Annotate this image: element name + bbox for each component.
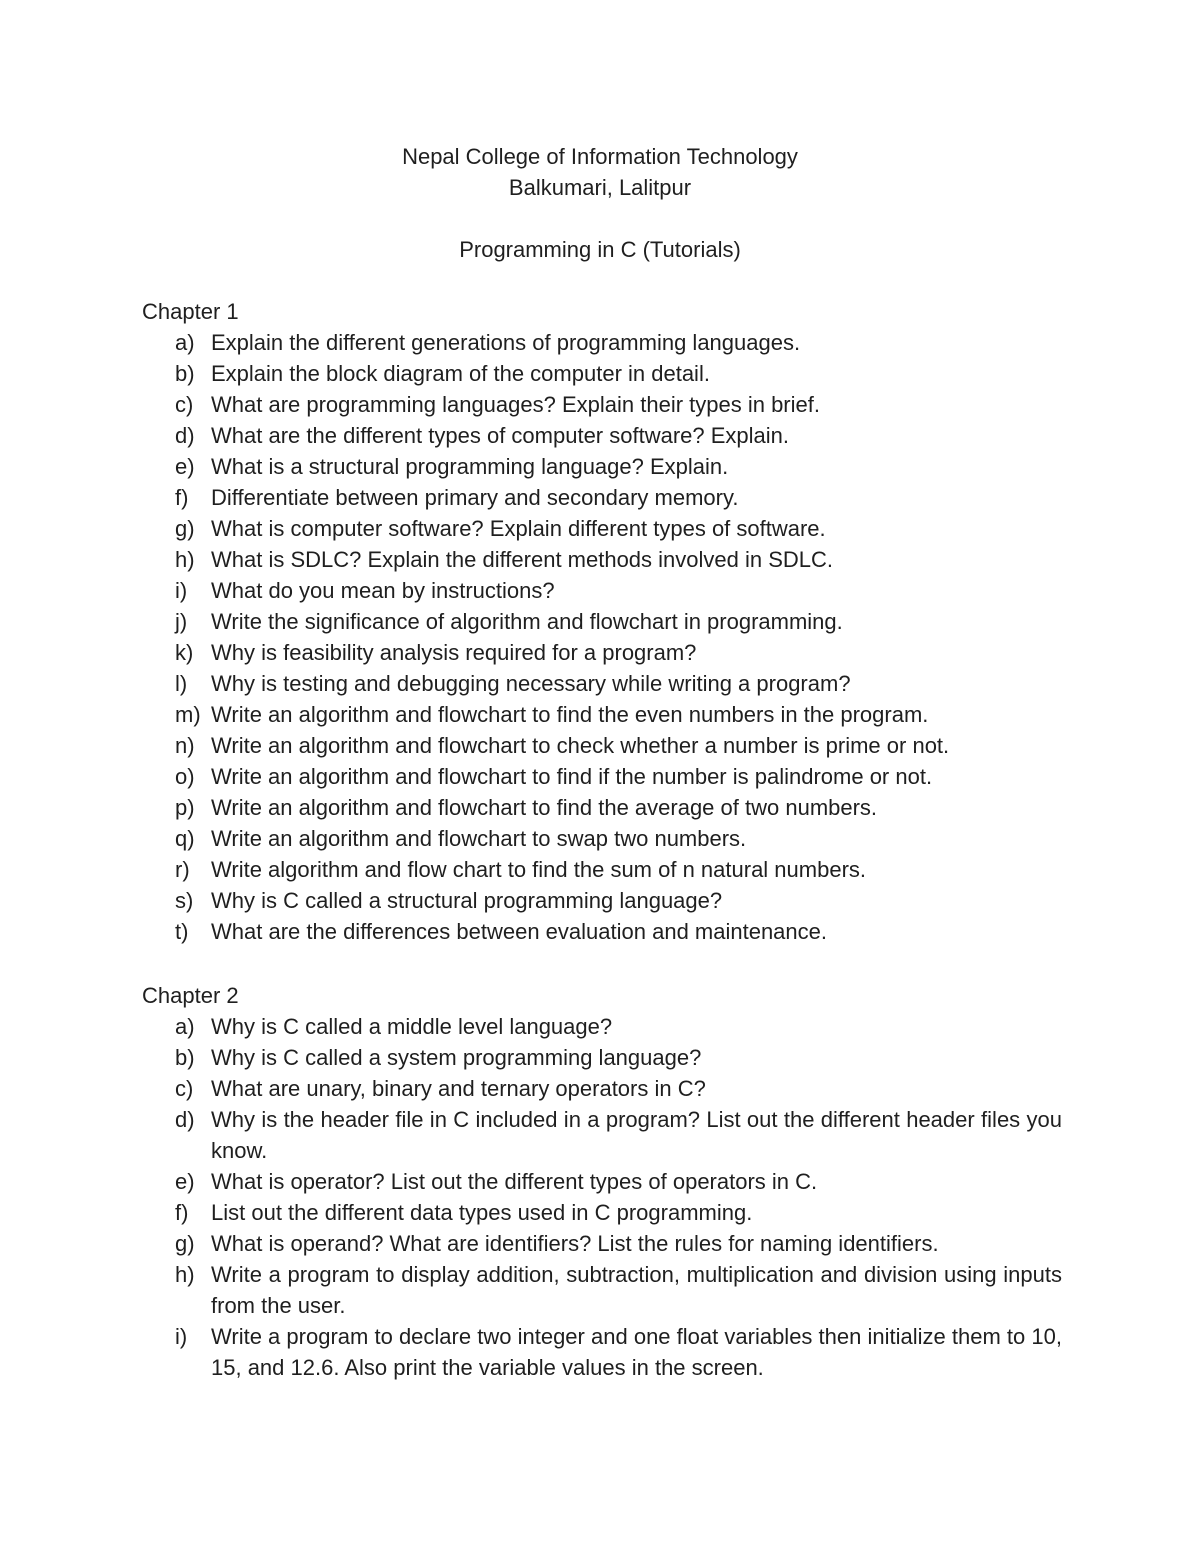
chapter-1-title: Chapter 1 xyxy=(142,299,239,324)
question-item xyxy=(142,730,1062,761)
question-item xyxy=(142,885,1062,916)
question-item xyxy=(142,1259,1062,1321)
question-item xyxy=(142,1166,1062,1197)
question-text: List out the different data types used in C programming. xyxy=(211,1200,753,1225)
question-item xyxy=(142,823,1062,854)
question-marker: r) xyxy=(175,857,190,882)
question-marker: h) xyxy=(175,547,195,572)
question-text: Write an algorithm and flowchart to find if the number is palindrome or not. xyxy=(211,764,933,789)
question-item xyxy=(142,761,1062,792)
header-spacer xyxy=(0,203,1200,234)
question-text: Write an algorithm and flowchart to check whether a number is prime or not. xyxy=(211,733,950,758)
question-marker: c) xyxy=(175,1076,194,1101)
question-text: What is operator? List out the different types of operators in C. xyxy=(211,1169,818,1194)
question-item xyxy=(142,854,1062,885)
question-item xyxy=(142,916,1062,947)
question-item xyxy=(142,1104,1062,1166)
institution-name: Nepal College of Information Technology xyxy=(402,144,798,169)
question-item xyxy=(142,544,1062,575)
question-text: Differentiate between primary and secondary memory. xyxy=(211,485,739,510)
question-text: What is operand? What are identifiers? List the rules for naming identifiers. xyxy=(211,1231,939,1256)
question-marker: a) xyxy=(175,330,195,355)
chapter-1-section xyxy=(142,296,1062,947)
question-marker: n) xyxy=(175,733,195,758)
question-text: Why is C called a system programming language? xyxy=(211,1045,702,1070)
question-item xyxy=(142,792,1062,823)
question-marker: b) xyxy=(175,361,195,386)
question-text: Why is testing and debugging necessary while writing a program? xyxy=(211,671,851,696)
question-text: Write an algorithm and flowchart to find the even numbers in the program. xyxy=(211,702,929,727)
question-text: Why is C called a structural programming language? xyxy=(211,888,723,913)
document-header xyxy=(0,141,1200,265)
question-text: What is computer software? Explain different types of software. xyxy=(211,516,826,541)
question-marker: l) xyxy=(175,671,188,696)
question-marker: j) xyxy=(175,609,188,634)
question-marker: t) xyxy=(175,919,189,944)
question-marker: a) xyxy=(175,1014,195,1039)
question-item xyxy=(142,482,1062,513)
course-title: Programming in C (Tutorials) xyxy=(459,237,741,262)
question-marker: o) xyxy=(175,764,195,789)
question-text: What is a structural programming language? Explain. xyxy=(211,454,729,479)
question-marker: s) xyxy=(175,888,194,913)
question-text: Why is feasibility analysis required for a program? xyxy=(211,640,697,665)
question-text: Explain the different generations of programming languages. xyxy=(211,330,801,355)
question-text: Write an algorithm and flowchart to find the average of two numbers. xyxy=(211,795,878,820)
question-text: What do you mean by instructions? xyxy=(211,578,555,603)
question-text: What are programming languages? Explain their types in brief. xyxy=(211,392,820,417)
question-marker: f) xyxy=(175,485,189,510)
question-item xyxy=(142,389,1062,420)
question-item xyxy=(142,1073,1062,1104)
question-text: Why is the header file in C included in a program? List out the different header files you know. xyxy=(211,1107,1062,1163)
question-marker: g) xyxy=(175,516,195,541)
question-item xyxy=(142,1042,1062,1073)
question-marker: c) xyxy=(175,392,194,417)
chapter-1-question-list xyxy=(142,327,1062,947)
question-marker: b) xyxy=(175,1045,195,1070)
question-marker: i) xyxy=(175,1324,188,1349)
question-item xyxy=(142,420,1062,451)
question-text: Write the significance of algorithm and flowchart in programming. xyxy=(211,609,843,634)
question-item xyxy=(142,575,1062,606)
question-item xyxy=(142,451,1062,482)
question-text: What is SDLC? Explain the different methods involved in SDLC. xyxy=(211,547,834,572)
question-text: Write a program to declare two integer and one float variables then initialize them to 10, 15, and 12.6. Also print the variable values in the screen. xyxy=(211,1324,1062,1380)
question-marker: h) xyxy=(175,1262,195,1287)
institution-location: Balkumari, Lalitpur xyxy=(508,175,692,200)
chapter-2-question-list xyxy=(142,1011,1062,1383)
question-text: Write an algorithm and flowchart to swap two numbers. xyxy=(211,826,747,851)
question-item xyxy=(142,637,1062,668)
question-item xyxy=(142,1197,1062,1228)
question-text: Write algorithm and flow chart to find the sum of n natural numbers. xyxy=(211,857,867,882)
question-item xyxy=(142,606,1062,637)
question-marker: k) xyxy=(175,640,194,665)
question-marker: i) xyxy=(175,578,188,603)
question-text: What are unary, binary and ternary operators in C? xyxy=(211,1076,706,1101)
question-marker: f) xyxy=(175,1200,189,1225)
question-marker: e) xyxy=(175,454,195,479)
question-item xyxy=(142,699,1062,730)
question-marker: d) xyxy=(175,1107,195,1132)
question-marker: d) xyxy=(175,423,195,448)
question-text: What are the differences between evaluation and maintenance. xyxy=(211,919,827,944)
question-item xyxy=(142,1011,1062,1042)
question-item xyxy=(142,513,1062,544)
question-marker: m) xyxy=(175,702,201,727)
question-item xyxy=(142,668,1062,699)
question-text: Why is C called a middle level language? xyxy=(211,1014,613,1039)
question-marker: g) xyxy=(175,1231,195,1256)
question-marker: e) xyxy=(175,1169,195,1194)
question-marker: p) xyxy=(175,795,195,820)
chapter-2-title: Chapter 2 xyxy=(142,983,239,1008)
question-text: Explain the block diagram of the computer in detail. xyxy=(211,361,710,386)
question-text: What are the different types of computer software? Explain. xyxy=(211,423,790,448)
question-text: Write a program to display addition, subtraction, multiplication and division using inputs from the user. xyxy=(211,1262,1062,1318)
question-item xyxy=(142,1228,1062,1259)
question-item xyxy=(142,1321,1062,1383)
question-item xyxy=(142,327,1062,358)
question-marker: q) xyxy=(175,826,195,851)
chapter-2-section xyxy=(142,980,1062,1383)
question-item xyxy=(142,358,1062,389)
